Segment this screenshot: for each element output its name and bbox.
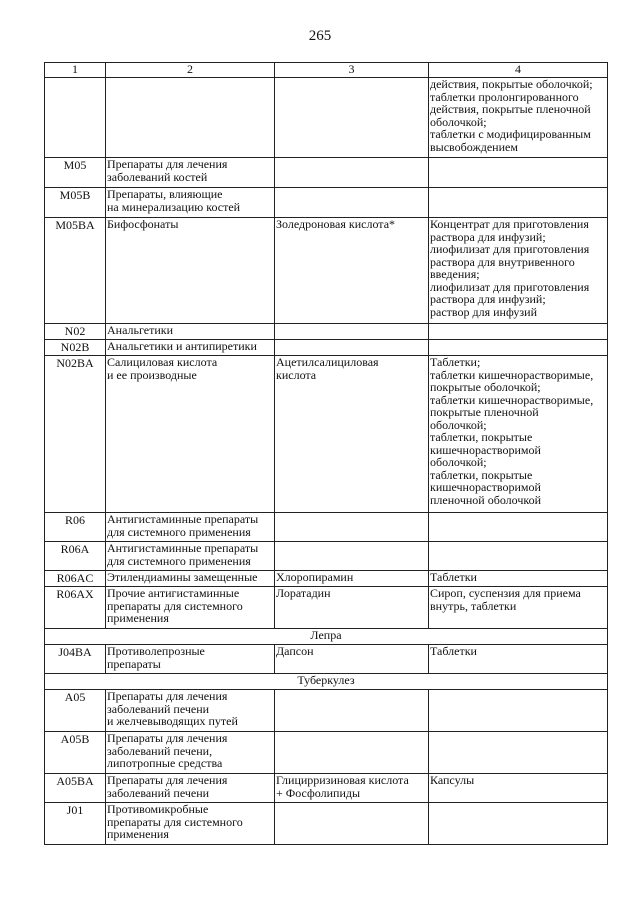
table-row xyxy=(45,340,608,356)
table-row xyxy=(45,513,608,542)
drug-name-cell: Ацетилсалициловая кислота xyxy=(275,356,429,513)
atc-code-cell: J01 xyxy=(45,803,106,845)
drug-name-cell xyxy=(275,324,429,340)
table-row xyxy=(45,218,608,324)
group-name-cell: Анальгетики xyxy=(106,324,275,340)
drug-name-cell: Хлоропирамин xyxy=(275,571,429,587)
dosage-forms-cell xyxy=(429,188,608,218)
dosage-forms-cell xyxy=(429,732,608,774)
atc-code-cell: R06A xyxy=(45,542,106,571)
table-row xyxy=(45,78,608,158)
group-name-cell: Препараты для лечения заболеваний печени xyxy=(106,774,275,803)
table-row xyxy=(45,645,608,674)
drug-name-cell xyxy=(275,78,429,158)
dosage-forms-cell xyxy=(429,158,608,188)
table-row xyxy=(45,324,608,340)
drug-name-cell xyxy=(275,513,429,542)
group-name-cell: Бифосфонаты xyxy=(106,218,275,324)
table-row xyxy=(45,587,608,629)
page-number: 265 xyxy=(308,28,332,44)
atc-code-cell xyxy=(45,78,106,158)
atc-code-cell: A05BA xyxy=(45,774,106,803)
atc-code-cell: N02 xyxy=(45,324,106,340)
drug-name-cell xyxy=(275,340,429,356)
table-row xyxy=(45,690,608,732)
drug-name-cell xyxy=(275,158,429,188)
dosage-forms-cell xyxy=(429,803,608,845)
group-name-cell: Препараты для лечения заболеваний печени и желчевыводящих путей xyxy=(106,690,275,732)
section-row xyxy=(45,629,608,645)
atc-code-cell: N02BA xyxy=(45,356,106,513)
drug-name-cell xyxy=(275,690,429,732)
group-name-cell: Препараты для лечения заболеваний костей xyxy=(106,158,275,188)
atc-code-cell: M05B xyxy=(45,188,106,218)
table-row xyxy=(45,774,608,803)
header-col-4: 4 xyxy=(429,63,608,78)
dosage-forms-cell: Таблетки xyxy=(429,645,608,674)
header-col-2: 2 xyxy=(106,63,275,78)
group-name-cell: Антигистаминные препараты для системного применения xyxy=(106,513,275,542)
atc-code-cell: N02B xyxy=(45,340,106,356)
header-col-3: 3 xyxy=(275,63,429,78)
group-name-cell: Противолепрозные препараты xyxy=(106,645,275,674)
table-row xyxy=(45,571,608,587)
dosage-forms-cell: Таблетки xyxy=(429,571,608,587)
group-name-cell: Препараты, влияющие на минерализацию костей xyxy=(106,188,275,218)
drug-name-cell: Золедроновая кислота* xyxy=(275,218,429,324)
group-name-cell xyxy=(106,78,275,158)
dosage-forms-cell: Таблетки; таблетки кишечнорастворимые, покрытые оболочкой; таблетки кишечнорастворимые, покрытые пленочной оболочкой; таблетки, покрытые кишечнорастворимой оболочкой; таблетки, покрытые кишечнорастворимой пленочной оболочкой xyxy=(429,356,608,513)
atc-code-cell: A05B xyxy=(45,732,106,774)
dosage-forms-cell: Сироп, суспензия для приема внутрь, таблетки xyxy=(429,587,608,629)
atc-code-cell: R06AX xyxy=(45,587,106,629)
drug-name-cell xyxy=(275,803,429,845)
drug-name-cell xyxy=(275,732,429,774)
dosage-forms-cell xyxy=(429,542,608,571)
atc-code-cell: J04BA xyxy=(45,645,106,674)
group-name-cell: Прочие антигистаминные препараты для системного применения xyxy=(106,587,275,629)
drug-name-cell xyxy=(275,542,429,571)
group-name-cell: Анальгетики и антипиретики xyxy=(106,340,275,356)
drug-table xyxy=(44,62,608,845)
table-row xyxy=(45,356,608,513)
atc-code-cell: R06AC xyxy=(45,571,106,587)
dosage-forms-cell: Концентрат для приготовления раствора для инфузий; лиофилизат для приготовления раствора для внутривенного введения; лиофилизат для приготовления раствора для инфузий; раствор для инфузий xyxy=(429,218,608,324)
group-name-cell: Противомикробные препараты для системного применения xyxy=(106,803,275,845)
group-name-cell: Этилендиамины замещенные xyxy=(106,571,275,587)
table-row xyxy=(45,158,608,188)
table-row xyxy=(45,542,608,571)
drug-name-cell: Дапсон xyxy=(275,645,429,674)
atc-code-cell: A05 xyxy=(45,690,106,732)
atc-code-cell: R06 xyxy=(45,513,106,542)
dosage-forms-cell xyxy=(429,340,608,356)
drug-name-cell xyxy=(275,188,429,218)
group-name-cell: Салициловая кислота и ее производные xyxy=(106,356,275,513)
dosage-forms-cell: Капсулы xyxy=(429,774,608,803)
header-col-1: 1 xyxy=(45,63,106,78)
section-row xyxy=(45,674,608,690)
dosage-forms-cell xyxy=(429,690,608,732)
atc-code-cell: M05BA xyxy=(45,218,106,324)
drug-name-cell: Глицирризиновая кислота + Фосфолипиды xyxy=(275,774,429,803)
table-header-row xyxy=(45,63,608,78)
section-title: Лепра xyxy=(45,629,608,645)
table-row xyxy=(45,732,608,774)
section-title: Туберкулез xyxy=(45,674,608,690)
atc-code-cell: M05 xyxy=(45,158,106,188)
dosage-forms-cell xyxy=(429,513,608,542)
group-name-cell: Препараты для лечения заболеваний печени, липотропные средства xyxy=(106,732,275,774)
drug-name-cell: Лоратадин xyxy=(275,587,429,629)
dosage-forms-cell xyxy=(429,324,608,340)
dosage-forms-cell: действия, покрытые оболочкой; таблетки пролонгированного действия, покрытые пленочной оболочкой; таблетки с модифицированным высвобождением xyxy=(429,78,608,158)
table-row xyxy=(45,803,608,845)
table-row xyxy=(45,188,608,218)
group-name-cell: Антигистаминные препараты для системного применения xyxy=(106,542,275,571)
